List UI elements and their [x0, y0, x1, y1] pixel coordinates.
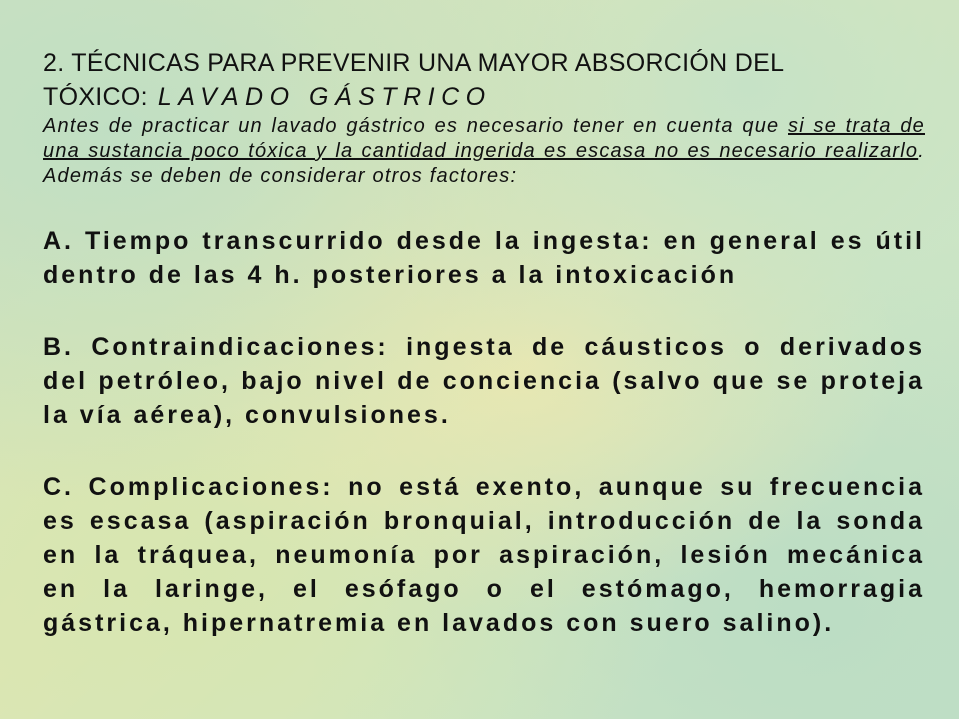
heading-subtitle: LAVADO GÁSTRICO	[157, 83, 492, 111]
intro-tail: . Además se deben de considerar otros factores:	[43, 140, 925, 187]
item-complications: C. Complicaciones: no está exento, aunque su frecuencia es escasa (aspiración bronquial, introducción de la sonda en la tráquea, neumonía por aspiración, lesión mecánica en la laringe, el esófago o el estómago, hemorragia gástrica, hipernatremia en lavados con suero salino).	[43, 473, 925, 637]
item-time-elapsed: A. Tiempo transcurrido desde la ingesta: en general es útil dentro de las 4 h. posteriores a la intoxicación	[43, 227, 925, 289]
intro-paragraph	[43, 114, 925, 189]
intro-lead: Antes de practicar un lavado gástrico es necesario tener en cuenta que	[43, 115, 788, 137]
heading-main: 2. TÉCNICAS PARA PREVENIR UNA MAYOR ABSORCIÓN DEL TÓXICO:	[43, 49, 784, 111]
slide-heading	[43, 46, 925, 114]
intro-underlined: si se trata de una sustancia poco tóxica y la cantidad ingerida es escasa no es necesario realizarlo	[43, 115, 925, 162]
item-contraindications: B. Contraindicaciones: ingesta de cáusticos o derivados del petróleo, bajo nivel de conciencia (salvo que se proteja la vía aérea), convulsiones.	[43, 333, 925, 429]
